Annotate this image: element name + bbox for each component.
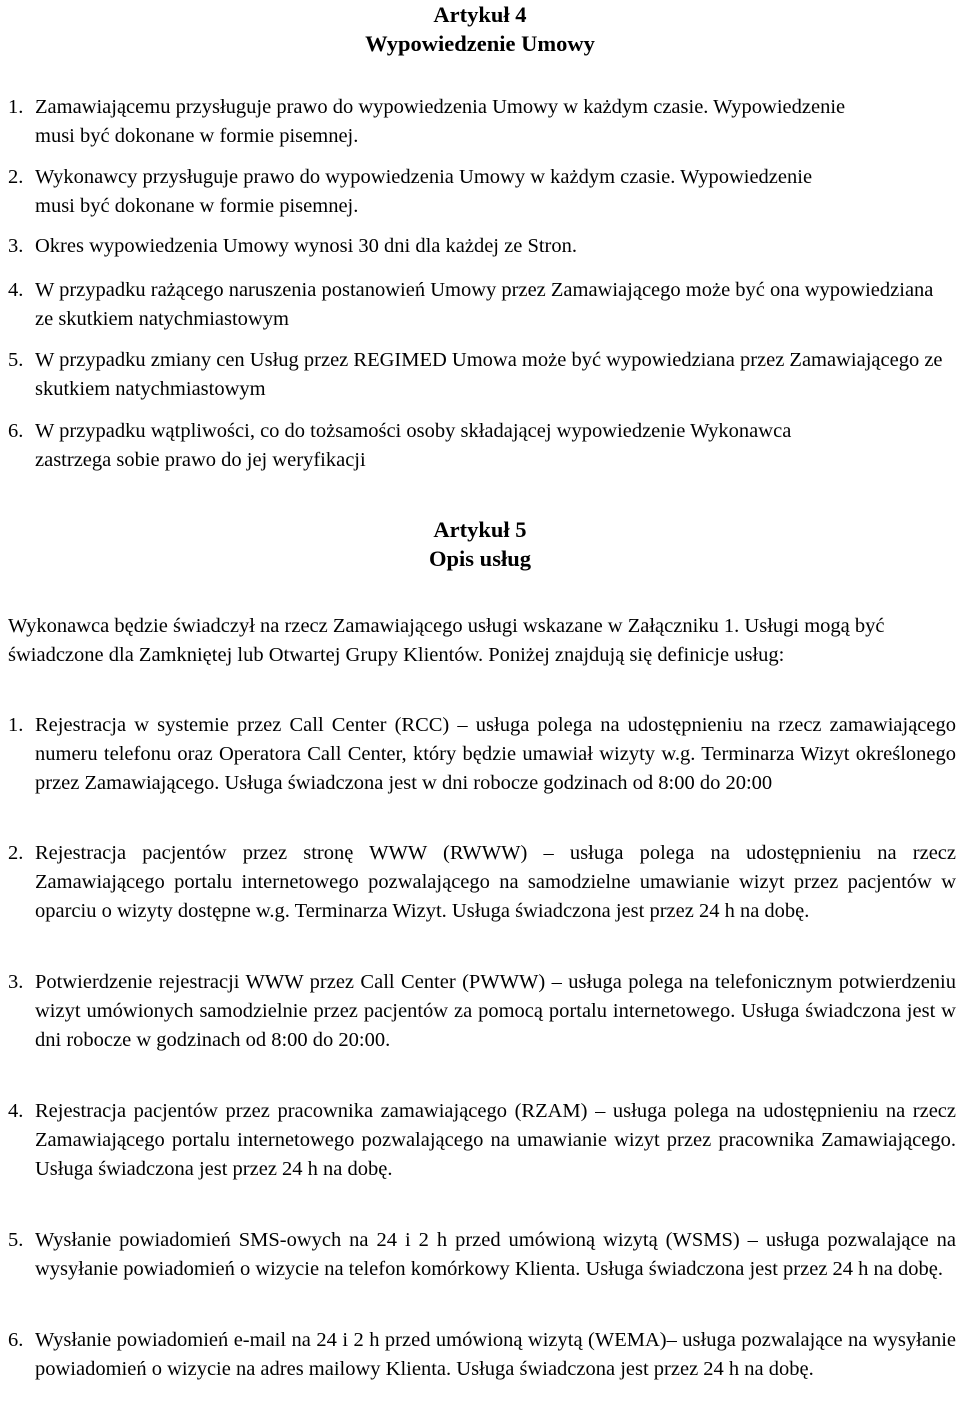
article-5-subtitle: Opis usług [429, 546, 531, 571]
item-text: W przypadku zmiany cen Usług przez REGIMED Umowa może być wypowiedziana przez Zamawiającego ze skutkiem natychmiastowym [35, 349, 943, 400]
item-text: Potwierdzenie rejestracji WWW przez Call Center (PWWW) – usługa polega na telefonicznym potwierdzeniu wizyt umówionych samodzielnie przez pacjentów za pomocą portalu internetowego. Usługa świadczona jest w dni robocze w godzinach od 8:00 do 20:00. [35, 971, 956, 1051]
item-text: Wysłanie powiadomień SMS-owych na 24 i 2 h przed umówioną wizytą (WSMS) – usługa pozwalające na wysyłanie powiadomień o wizycie na telefon komórkowy Klienta. Usługa świadczona jest przez 24 h na dobę. [35, 1229, 956, 1280]
service-item-6 [8, 1326, 956, 1384]
item-text: Wykonawcy przysługuje prawo do wypowiedzenia Umowy w każdym czasie. Wypowiedzenie musi być dokonane w formie pisemnej. [35, 166, 813, 217]
article-5-title: Artykuł 5 [433, 517, 527, 542]
item-text: Rejestracja pacjentów przez stronę WWW (RWWW) – usługa polega na udostępnieniu na rzecz Zamawiającego portalu internetowego pozwalającego na samodzielne umawianie wizyt przez pacjentów w oparciu o wizyty dostępne w.g. Terminarza Wizyt. Usługa świadczona jest przez 24 h na dobę. [35, 842, 956, 922]
article-4-item-4 [8, 276, 956, 334]
item-number: 2. [8, 842, 24, 864]
intro-text: Wykonawca będzie świadczył na rzecz Zamawiającego usługi wskazane w Załączniku 1. Usługi mogą być świadczone dla Zamkniętej lub Otwartej Grupy Klientów. Poniżej znajdują się definicje usług: [8, 615, 885, 666]
item-number: 1. [8, 714, 24, 736]
item-number: 3. [8, 971, 24, 993]
item-text: W przypadku wątpliwości, co do tożsamości osoby składającej wypowiedzenie Wykonawca zastrzega sobie prawo do jej weryfikacji [35, 420, 792, 471]
item-number: 5. [8, 349, 24, 371]
item-number: 6. [8, 1329, 24, 1351]
item-number: 2. [8, 166, 24, 188]
article-4-item-5 [8, 346, 956, 404]
service-item-4 [8, 1097, 956, 1184]
item-number: 3. [8, 235, 24, 257]
service-item-3 [8, 968, 956, 1055]
item-text: W przypadku rażącego naruszenia postanowień Umowy przez Zamawiającego może być ona wypowiedziana ze skutkiem natychmiastowym [35, 279, 934, 330]
article-4-item-3 [8, 232, 956, 261]
item-number: 4. [8, 279, 24, 301]
item-text: Okres wypowiedzenia Umowy wynosi 30 dni dla każdej ze Stron. [35, 235, 577, 257]
item-text: Rejestracja pacjentów przez pracownika zamawiającego (RZAM) – usługa polega na udostępnieniu na rzecz Zamawiającego portalu internetowego pozwalającego na umawianie wizyt przez pracownika Zamawiającego. Usługa świadczona jest przez 24 h na dobę. [35, 1100, 956, 1180]
item-number: 5. [8, 1229, 24, 1251]
article-4-heading [0, 0, 960, 58]
article-5-intro [8, 612, 956, 670]
article-4-item-2 [8, 163, 956, 221]
service-item-2 [8, 839, 956, 926]
item-number: 4. [8, 1100, 24, 1122]
service-item-5 [8, 1226, 956, 1284]
article-4-subtitle: Wypowiedzenie Umowy [365, 31, 595, 56]
article-4-item-6 [8, 417, 956, 475]
item-text: Zamawiającemu przysługuje prawo do wypowiedzenia Umowy w każdym czasie. Wypowiedzenie musi być dokonane w formie pisemnej. [35, 96, 846, 147]
article-4-item-1 [8, 93, 956, 151]
article-4-title: Artykuł 4 [433, 2, 527, 27]
item-number: 1. [8, 96, 24, 118]
item-number: 6. [8, 420, 24, 442]
item-text: Wysłanie powiadomień e-mail na 24 i 2 h przed umówioną wizytą (WEMA)– usługa pozwalające na wysyłanie powiadomień o wizycie na adres mailowy Klienta. Usługa świadczona jest przez 24 h na dobę. [35, 1329, 956, 1380]
service-item-1 [8, 711, 956, 798]
article-5-heading [0, 515, 960, 573]
item-text: Rejestracja w systemie przez Call Center (RCC) – usługa polega na udostępnieniu na rzecz zamawiającego numeru telefonu oraz Operatora Call Center, który będzie umawiał wizyty w.g. Terminarza Wizyt określonego przez Zamawiającego. Usługa świadczona jest w dni robocze godzinach od 8:00 do 20:00 [35, 714, 956, 794]
